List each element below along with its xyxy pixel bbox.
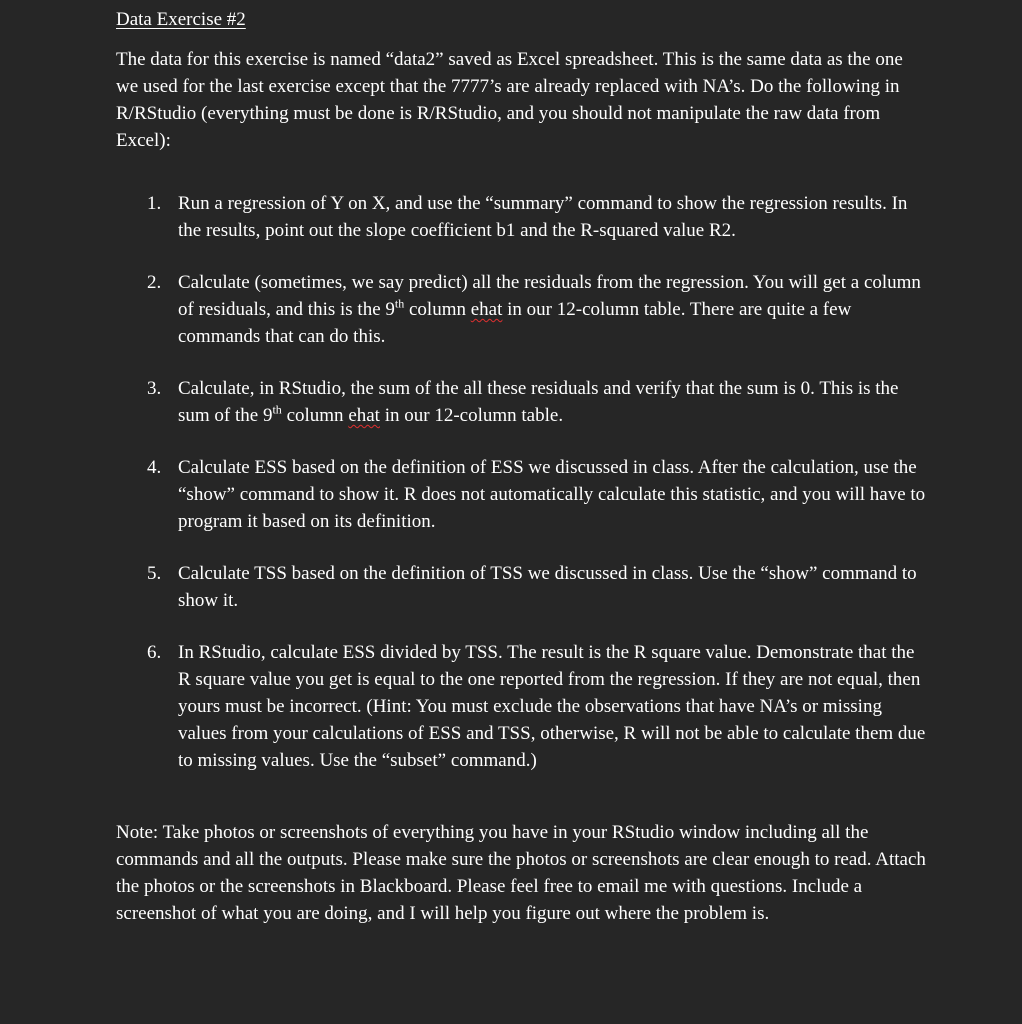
task-text-middle: column [404,299,471,320]
document-title: Data Exercise #2 [116,9,246,30]
task-text-middle: column [281,405,349,426]
intro-paragraph: The data for this exercise is named “data2” saved as Excel spreadsheet. This is the same data as the one we used for the last exercise except that the 7777’s are already replaced with NA’s. Do the following in R/RStudio (everything must be done is R/RStudio, and you should not manipulate the raw data from Excel): [116,49,903,151]
ordinal-suffix: th [394,296,405,311]
note-paragraph: Note: Take photos or screenshots of everything you have in your RStudio window including all the commands and all the outputs. Please make sure the photos or screenshots are clear enough to read. Attach the photos or the screenshots in Blackboard. Please feel free to email me with questions. Include a screenshot of what you are doing, and I will help you figure out where the problem is. [116,822,926,924]
spellcheck-word: ehat [348,405,380,426]
task-number: 6. [147,642,162,663]
task-item-3 [116,375,926,429]
task-number: 4. [147,457,162,478]
document-page [116,6,926,927]
task-number: 3. [147,378,162,399]
task-item-6 [116,639,926,774]
task-text: Calculate ESS based on the definition of ESS we discussed in class. After the calculation, use the “show” command to show it. R does not automatically calculate this statistic, and you will have to program it based on its definition. [178,457,926,532]
ordinal-suffix: th [272,402,282,417]
spellcheck-word: ehat [470,299,503,320]
task-list [116,190,926,774]
task-text: Calculate TSS based on the definition of TSS we discussed in class. Use the “show” command to show it. [178,563,917,611]
task-item-2 [116,269,926,350]
task-item-5 [116,560,926,614]
task-item-1 [116,190,926,244]
task-number: 5. [147,563,162,584]
task-number: 1. [147,193,162,214]
task-text-start: Calculate (sometimes, we say predict) all the residuals from the regression. You will get a column of residuals, and this is the 9 [178,272,921,320]
task-text-end: in our 12-column table. [379,405,564,426]
task-text-start: Calculate, in RStudio, the sum of the all these residuals and verify that the sum is 0. This is the sum of the 9 [178,378,899,426]
task-number: 2. [147,272,162,293]
task-item-4 [116,454,926,535]
task-text: Run a regression of Y on X, and use the “summary” command to show the regression results. In the results, point out the slope coefficient b1 and the R-squared value R2. [178,193,908,241]
task-text: In RStudio, calculate ESS divided by TSS. The result is the R square value. Demonstrate that the R square value you get is equal to the one reported from the regression. If they are not equal, then yours must be incorrect. (Hint: You must exclude the observations that have NA’s or missing values from your calculations of ESS and TSS, otherwise, R will not be able to calculate them due to missing values. Use the “subset” command.) [178,642,926,771]
task-text-end: in our 12-column table. There are quite a few commands that can do this. [178,299,852,347]
